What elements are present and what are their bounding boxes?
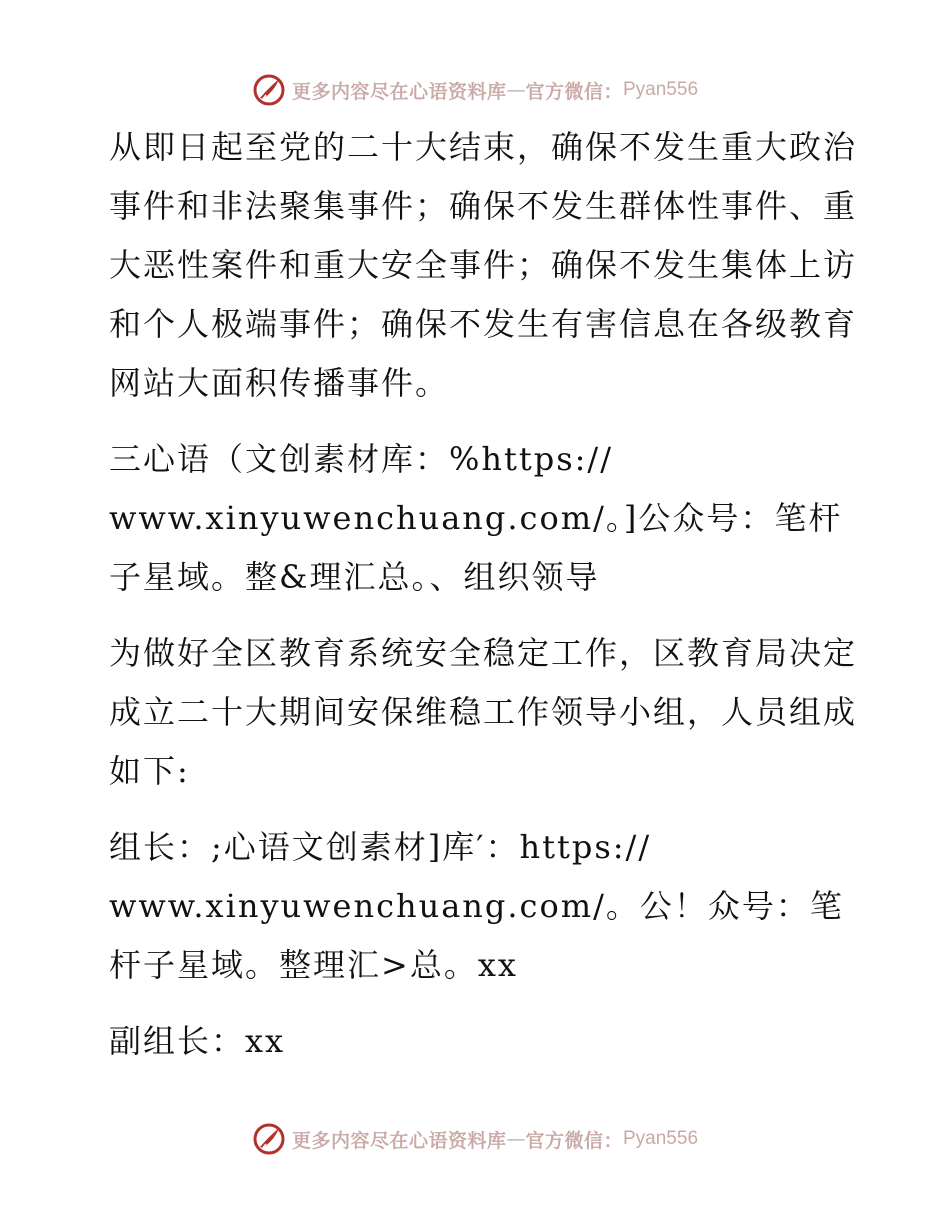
- banner-wechat-handle: Pyan556: [623, 79, 699, 100]
- feather-pen-logo-icon: [252, 73, 286, 107]
- paragraph-deputy-leader: 副组长：xx: [109, 1022, 286, 1060]
- footer-watermark-banner: [0, 1122, 950, 1156]
- paragraph-goals: 从即日起至党的二十大结束，确保不发生重大政治事件和非法聚集事件；确保不发生群体性事件、重大恶性案件和重大安全事件；确保不发生集体上访和个人极端事件；确保不发生有害信息在各级教育网站大面积传播事件。: [109, 128, 858, 402]
- document-body: [97, 118, 857, 1088]
- header-watermark-banner: [0, 73, 950, 107]
- feather-pen-logo-icon: [252, 1122, 286, 1156]
- banner-official-label: 官方微信：: [525, 1129, 623, 1152]
- banner-title: 更多内容尽在心语资料库: [291, 1129, 507, 1152]
- paragraph-organization-heading: 三心语（文创素材库：%https:// www.xinyuwenchuang.com/。]公众号：笔杆子星域。整&理汇总。、组织领导: [109, 440, 843, 596]
- banner-wechat-handle: Pyan556: [623, 1128, 699, 1149]
- paragraph-leadership-group: 为做好全区教育系统安全稳定工作，区教育局决定成立二十大期间安保维稳工作领导小组，人员组成如下:: [109, 634, 858, 790]
- banner-separator: —: [506, 79, 526, 101]
- paragraph-group-leader: 组长：;心语文创素材]库′：https:// www.xinyuwenchuang.com/。公！众号：笔杆子星域。整理汇>总。xx: [109, 828, 844, 984]
- banner-title: 更多内容尽在心语资料库: [291, 80, 507, 103]
- banner-official-label: 官方微信：: [525, 80, 623, 103]
- banner-separator: —: [506, 1128, 526, 1150]
